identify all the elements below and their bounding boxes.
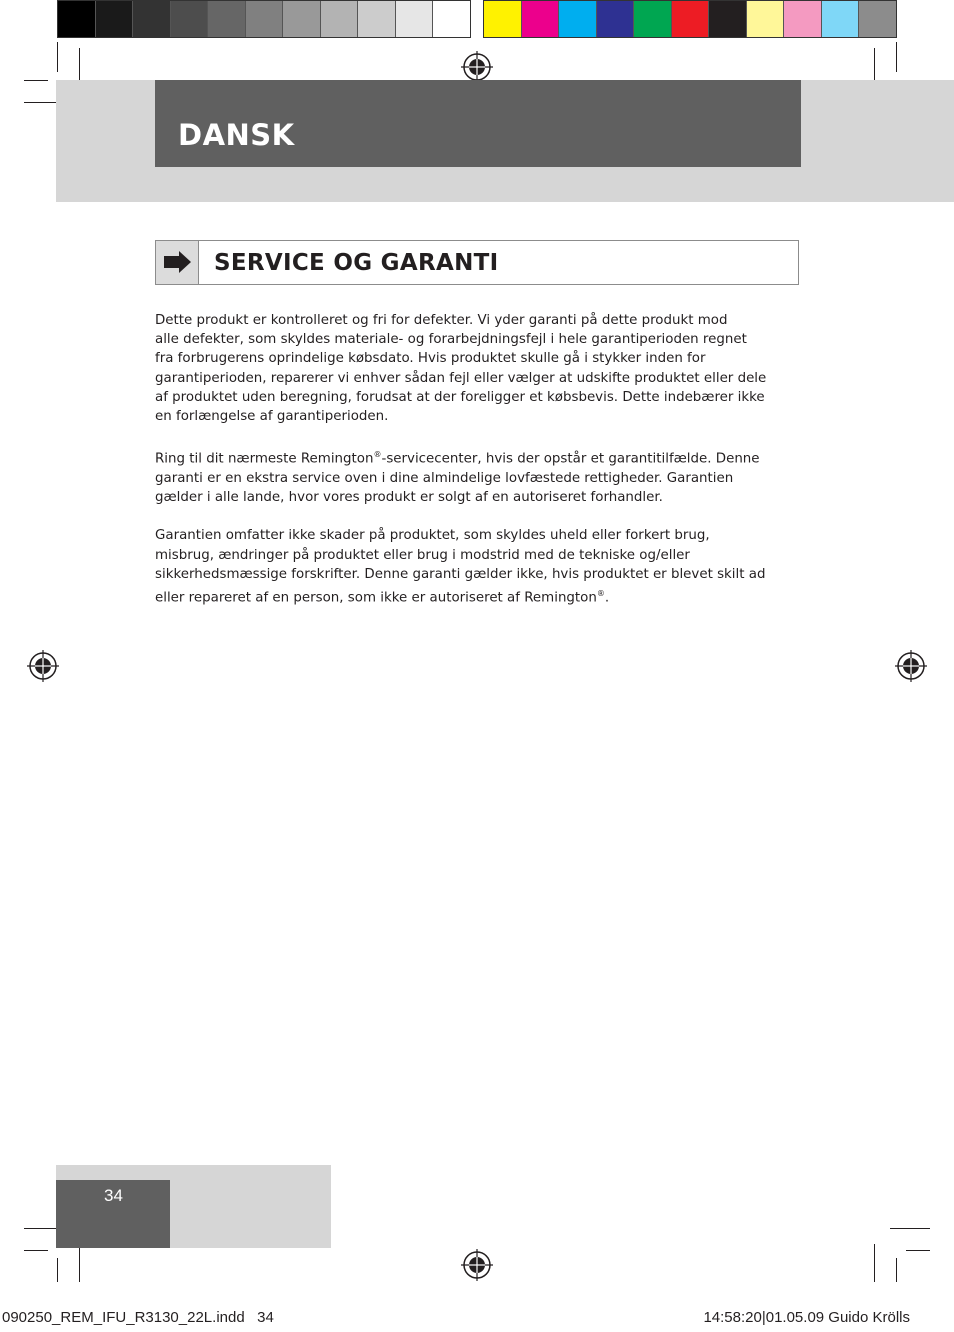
section-title: SERVICE OG GARANTI <box>214 250 499 276</box>
text-segment: eller repareret af en person, som ikke er autoriseret af Remington <box>155 590 597 606</box>
color-swatch <box>96 1 134 37</box>
crop-mark <box>24 80 48 81</box>
crop-mark <box>890 1228 930 1229</box>
language-title: DANSK <box>178 118 295 152</box>
color-swatch <box>246 1 284 37</box>
text-line: alle defekter, som skyldes materiale- og forarbejdningsfejl i hele garantiperioden regnet <box>155 332 747 348</box>
crop-mark <box>79 1244 80 1282</box>
color-swatch <box>859 1 896 37</box>
crop-mark <box>896 42 897 72</box>
text-segment: Ring til dit nærmeste Remington <box>155 451 374 467</box>
registration-mark-icon <box>27 650 59 682</box>
text-line: garanti er en ekstra service oven i dine almindelige lovfæstede rettigheder. Garantien <box>155 470 734 486</box>
text-line: Garantien omfatter ikke skader på produktet, som skyldes uheld eller forkert brug, <box>155 528 710 544</box>
color-swatch <box>208 1 246 37</box>
text-line: gælder i alle lande, hvor vores produkt er solgt af en autoriseret forhandler. <box>155 490 663 506</box>
color-swatch <box>358 1 396 37</box>
text-line: fra forbrugerens oprindelige købsdato. Hvis produktet skulle gå i stykker inden for <box>155 351 706 367</box>
process-color-bar <box>483 0 897 38</box>
color-swatch <box>559 1 597 37</box>
text-line: Dette produkt er kontrolleret og fri for defekter. Vi yder garanti på dette produkt mod <box>155 313 728 328</box>
registered-mark: ® <box>373 450 382 460</box>
text-segment: -servicecenter, hvis der opstår et garantitilfælde. Denne <box>381 451 760 467</box>
text-line: en forlængelse af garantiperioden. <box>155 409 389 425</box>
color-swatch <box>433 1 470 37</box>
crop-mark <box>24 1250 48 1251</box>
paragraph-exclusions <box>155 526 779 607</box>
registration-mark-icon <box>461 51 493 83</box>
color-swatch <box>634 1 672 37</box>
paragraph-service-center <box>155 445 779 507</box>
color-swatch <box>484 1 522 37</box>
section-heading <box>155 240 799 285</box>
crop-mark <box>57 42 58 72</box>
color-swatch <box>283 1 321 37</box>
color-swatch <box>709 1 747 37</box>
crop-mark <box>906 1250 930 1251</box>
warranty-text <box>155 311 779 627</box>
text-line <box>155 584 779 608</box>
paragraph-warranty-coverage <box>155 311 779 426</box>
color-swatch <box>396 1 434 37</box>
color-swatch <box>747 1 785 37</box>
registration-mark-icon <box>895 650 927 682</box>
registration-mark-icon <box>461 1249 493 1281</box>
color-swatch <box>171 1 209 37</box>
crop-mark <box>896 1258 897 1282</box>
text-line: misbrug, ændringer på produktet eller brug i modstrid med de tekniske og/eller <box>155 547 690 563</box>
text-line <box>155 445 779 469</box>
section-icon-cell <box>156 241 199 284</box>
color-swatch <box>321 1 359 37</box>
timestamp-slug: 14:58:20|01.05.09 Guido Krölls <box>703 1309 910 1326</box>
crop-mark <box>57 1258 58 1282</box>
text-line: sikkerhedsmæssige forskrifter. Denne garanti gælder ikke, hvis produktet er blevet skilt ad <box>155 566 766 582</box>
file-slug: 090250_REM_IFU_R3130_22L.indd 34 <box>2 1309 274 1326</box>
color-swatch <box>522 1 560 37</box>
registered-mark: ® <box>596 588 605 598</box>
text-line: garantiperioden, reparerer vi enhver sådan fejl eller vælger at udskifte produktet eller dele <box>155 370 767 386</box>
arrow-right-icon <box>162 250 192 276</box>
crop-mark <box>874 1244 875 1282</box>
color-swatch <box>133 1 171 37</box>
page-number: 34 <box>104 1186 123 1205</box>
grayscale-color-bar <box>57 0 471 38</box>
color-swatch <box>597 1 635 37</box>
text-line: af produktet uden beregning, forudsat at der foreligger et købsbevis. Dette indebærer ikke <box>155 389 765 405</box>
color-swatch <box>58 1 96 37</box>
color-swatch <box>822 1 860 37</box>
color-swatch <box>784 1 822 37</box>
text-segment: . <box>604 590 610 606</box>
color-swatch <box>672 1 710 37</box>
